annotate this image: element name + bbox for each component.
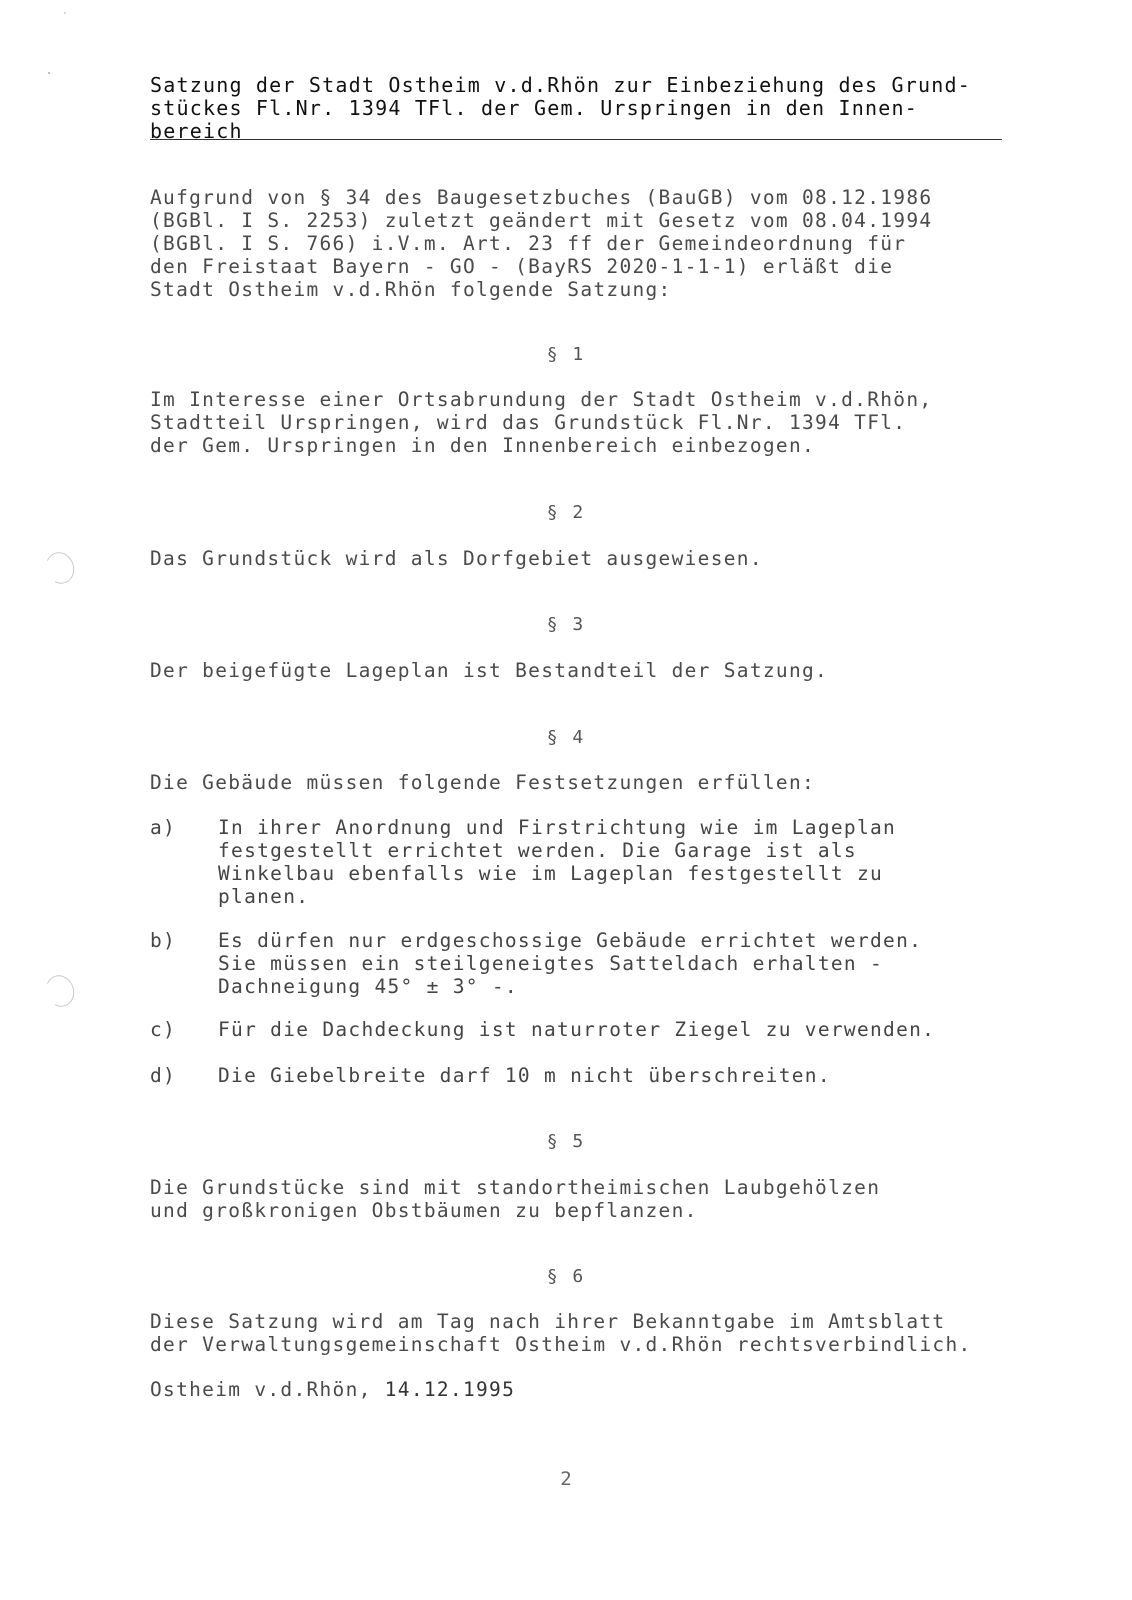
- section-text-4: Die Gebäude müssen folgende Festsetzungen erfüllen:: [150, 771, 816, 794]
- item-label-c: c): [150, 1018, 177, 1041]
- place-label: Ostheim v.d.Rhön,: [150, 1378, 385, 1401]
- item-text-a: In ihrer Anordnung und Firstrichtung wie im Lageplan festgestellt errichtet werden. Die Garage ist als Winkelbau ebenfalls wie im Lageplan festgestellt zu planen.: [218, 816, 897, 908]
- punch-hole-icon: [41, 971, 78, 1011]
- section-text-6: Diese Satzung wird am Tag nach ihrer Bekanntgabe im Amtsblatt der Verwaltungsgemeinschaft Ostheim v.d.Rhön rechtsverbindlich.: [150, 1310, 972, 1356]
- item-text-c: Für die Dachdeckung ist naturroter Ziegel zu verwenden.: [218, 1018, 936, 1041]
- item-text-b: Es dürfen nur erdgeschossige Gebäude errichtet werden. Sie müssen ein steilgeneigtes Satteldach erhalten - Dachneigung 45° ± 3° -.: [218, 929, 923, 998]
- section-text-2: Das Grundstück wird als Dorfgebiet ausgewiesen.: [150, 547, 763, 570]
- item-text-d: Die Giebelbreite darf 10 m nicht überschreiten.: [218, 1064, 831, 1087]
- section-heading-4: § 4: [546, 727, 586, 748]
- preamble: Aufgrund von § 34 des Baugesetzbuches (BauGB) vom 08.12.1986 (BGBl. I S. 2253) zuletzt geändert mit Gesetz vom 08.04.1994 (BGBl. I S. 766) i.V.m. Art. 23 ff der Gemeindeordnung für den Freistaat Bayern - GO - (BayRS 2020-1-1-1) erläßt die Stadt Ostheim v.d.Rhön folgende Satzung:: [150, 186, 933, 301]
- document-title: Satzung der Stadt Ostheim v.d.Rhön zur Einbeziehung des Grund- stückes Fl.Nr. 1394 TFl. der Gem. Urspringen in den Innen- bereich: [150, 73, 971, 143]
- section-heading-1: § 1: [546, 344, 586, 365]
- section-text-1: Im Interesse einer Ortsabrundung der Stadt Ostheim v.d.Rhön, Stadtteil Urspringen, wird das Grundstück Fl.Nr. 1394 TFl. der Gem. Urspringen in den Innenbereich einbezogen.: [150, 388, 933, 457]
- scan-speck: [48, 72, 50, 74]
- page-number: 2: [560, 1468, 572, 1490]
- section-heading-3: § 3: [546, 614, 586, 635]
- title-underline: [150, 139, 1002, 140]
- section-heading-6: § 6: [546, 1266, 586, 1287]
- section-text-3: Der beigefügte Lageplan ist Bestandteil der Satzung.: [150, 659, 829, 682]
- place-date: [150, 1378, 1000, 1401]
- scan-speck: [64, 12, 66, 14]
- punch-hole-icon: [41, 548, 78, 588]
- item-label-b: b): [150, 929, 177, 952]
- section-heading-5: § 5: [546, 1131, 586, 1152]
- section-text-5: Die Grundstücke sind mit standortheimischen Laubgehölzen und großkronigen Obstbäumen zu bepflanzen.: [150, 1176, 881, 1222]
- item-label-d: d): [150, 1064, 177, 1087]
- section-heading-2: § 2: [546, 502, 586, 523]
- item-label-a: a): [150, 816, 177, 839]
- date-value: 14.12.1995: [384, 1378, 516, 1401]
